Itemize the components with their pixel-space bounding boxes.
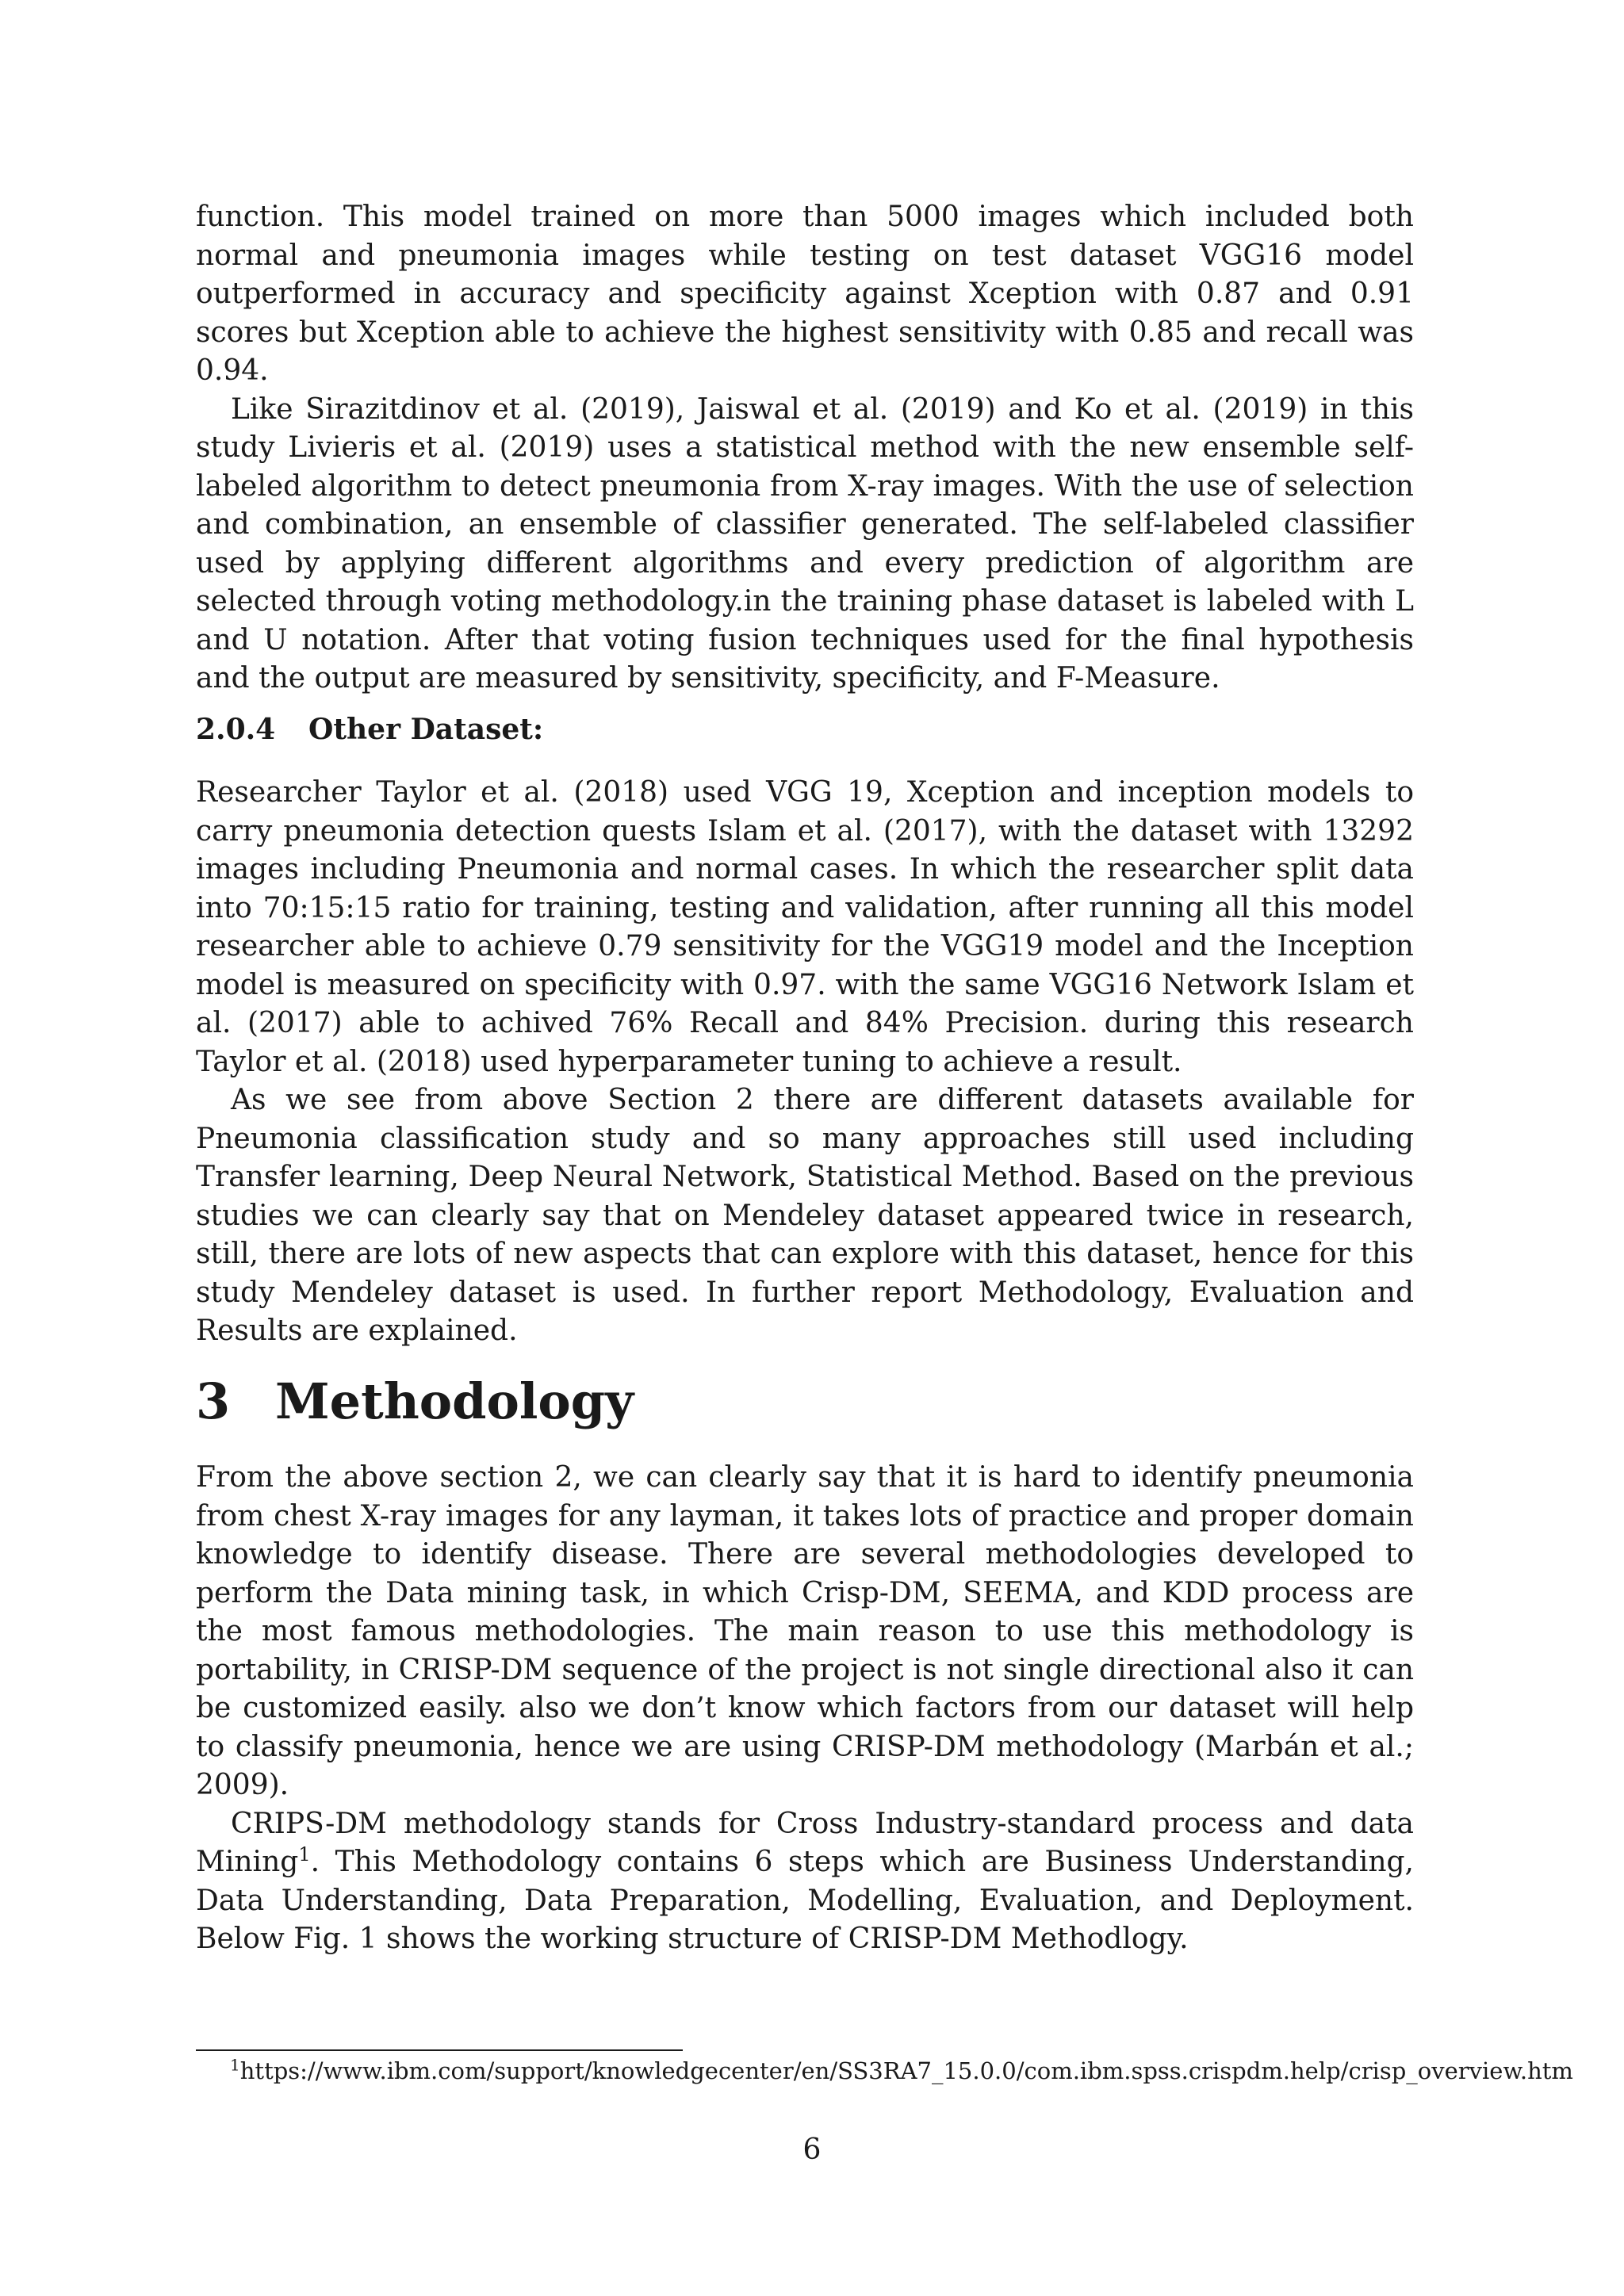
footnote-reference[interactable]: 1 [298, 1843, 311, 1866]
text-block-methodology [196, 1459, 1414, 1959]
page-number: 6 [802, 2133, 822, 2166]
footnote-mark: 1 [230, 2055, 240, 2075]
footnote-rule [196, 2049, 683, 2051]
paragraph-vgg16-results: function. This model trained on more than 5000 images which included both normal and pneumonia images while testing on test dataset VGG16 model outperformed in accuracy and specificity against Xception with 0.87 and 0.91 scores but Xception able to achieve the highest sensitivity with 0.85 and recall was 0.94. [196, 201, 1414, 387]
section-title: Methodology [275, 1372, 634, 1430]
crisp-dm-text-end: . This Methodology contains 6 steps which are Business Understanding, Data Understanding, Data Preparation, Modelling, Evaluation, and Deployment. Below Fig. 1 shows the working structure of CRISP-DM Methodlogy. [196, 1846, 1414, 1955]
paragraph-livieris-study: Like Sirazitdinov et al. (2019), Jaiswal et al. (2019) and Ko et al. (2019) in this study Livieris et al. (2019) uses a statistical method with the new ensemble self-labeled algorithm to detect pneumonia from X-ray images. With the use of selection and combination, an ensemble of classifier generated. The self-labeled classifier used by applying different algorithms and every prediction of algorithm are selected through voting methodology.in the training phase dataset is labeled with L and U notation. After that voting fusion techniques used for the final hypothesis and the output are measured by sensitivity, specificity, and F-Measure. [196, 392, 1414, 695]
text-block-other-dataset [196, 774, 1414, 1351]
subsection-number: 2.0.4 [196, 713, 276, 746]
paragraph-summary: As we see from above Section 2 there are different datasets available for Pneumonia classification study and so many approaches still used including Transfer learning, Deep Neural Network, Statistical Method. Based on the previous studies we can clearly say that on Mendeley dataset appeared twice in research, still, there are lots of new aspects that can explore with this dataset, hence for this study Mendeley dataset is used. In further report Methodology, Evaluation and Results are explained. [196, 1084, 1414, 1347]
crisp-dm-text-start: CRIPS-DM methodology stands for Cross Industry-standard process and data Mining [196, 1807, 1414, 1878]
footnote [230, 2055, 1573, 2087]
text-block-top [196, 198, 1414, 698]
paragraph-crisp-dm [196, 1805, 1414, 1959]
section-heading [196, 1370, 634, 1433]
paragraph-methodology-intro: From the above section 2, we can clearly say that it is hard to identify pneumonia from chest X-ray images for any layman, it takes lots of practice and proper domain knowledge to identify disease. There are several methodologies developed to perform the Data mining task, in which Crisp-DM, SEEMA, and KDD process are the most famous methodologies. The main reason to use this methodology is portability, in CRISP-DM sequence of the project is not single directional also it can be customized easily. also we don’t know which factors from our dataset will help to classify pneumonia, hence we are using CRISP-DM methodology (Marbán et al.; 2009). [196, 1461, 1414, 1801]
footnote-url-link[interactable]: https://www.ibm.com/support/knowledgecenter/en/SS3RA7_15.0.0/com.ibm.spss.crispdm.help/crisp_overview.htm [239, 2057, 1573, 2084]
section-number: 3 [196, 1372, 231, 1430]
paragraph-taylor-study: Researcher Taylor et al. (2018) used VGG 19, Xception and inception models to carry pneumonia detection quests Islam et al. (2017), with the dataset with 13292 images including Pneumonia and normal cases. In which the researcher split data into 70:15:15 ratio for training, testing and validation, after running all this model researcher able to achieve 0.79 sensitivity for the VGG19 model and the Inception model is measured on specificity with 0.97. with the same VGG16 Network Islam et al. (2017) able to achived 76% Recall and 84% Precision. during this research Taylor et al. (2018) used hyperparameter tuning to achieve a result. [196, 776, 1414, 1078]
subsection-title: Other Dataset: [308, 713, 544, 746]
subsection-heading [196, 710, 543, 748]
